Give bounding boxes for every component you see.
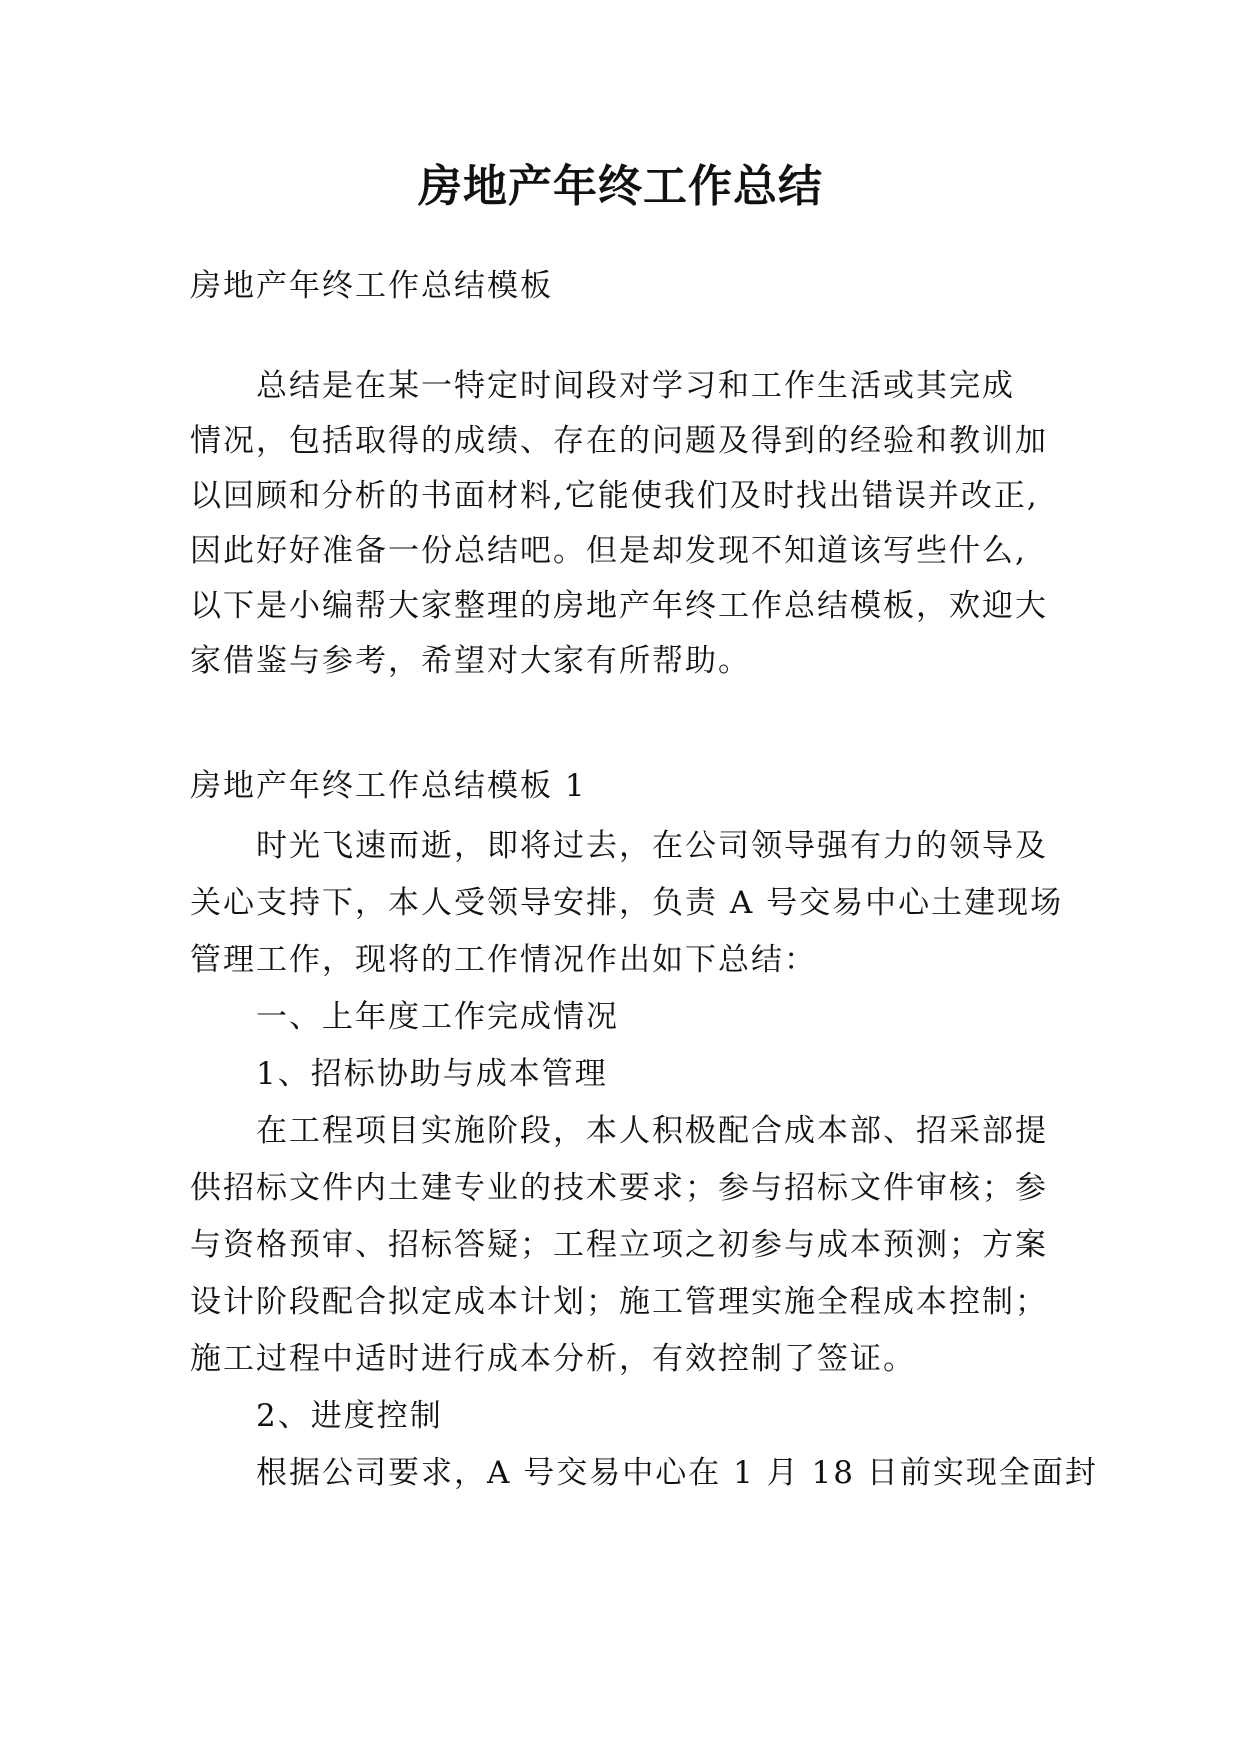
intro-line: 家借鉴与参考，希望对大家有所帮助。	[190, 643, 751, 679]
body-line: 时光飞速而逝，即将过去，在公司领导强有力的领导及	[256, 828, 1048, 864]
document-subtitle: 房地产年终工作总结模板	[190, 268, 553, 304]
intro-line: 情况，包括取得的成绩、存在的问题及得到的经验和教训加	[190, 423, 1048, 459]
body-line: 关心支持下，本人受领导安排，负责 A 号交易中心土建现场	[190, 885, 1064, 921]
body-line: 管理工作，现将的工作情况作出如下总结：	[190, 942, 817, 978]
body-line: 在工程项目实施阶段，本人积极配合成本部、招采部提	[256, 1113, 1048, 1149]
intro-line: 总结是在某一特定时间段对学习和工作生活或其完成	[256, 368, 1015, 404]
body-line: 施工过程中适时进行成本分析，有效控制了签证。	[190, 1341, 916, 1377]
intro-line: 以回顾和分析的书面材料,它能使我们及时找出错误并改正,	[190, 478, 1039, 514]
body-line: 供招标文件内土建专业的技术要求；参与招标文件审核；参	[190, 1170, 1048, 1206]
body-line: 一、上年度工作完成情况	[256, 999, 619, 1035]
page-title: 房地产年终工作总结	[418, 161, 823, 212]
section-heading: 房地产年终工作总结模板 1	[190, 768, 587, 804]
body-line: 根据公司要求，A 号交易中心在 1 月 18 日前实现全面封	[256, 1455, 1098, 1491]
body-line: 2、进度控制	[256, 1398, 443, 1434]
intro-line: 因此好好准备一份总结吧。但是却发现不知道该写些什么,	[190, 533, 1027, 569]
intro-line: 以下是小编帮大家整理的房地产年终工作总结模板，欢迎大	[190, 588, 1048, 624]
body-line: 设计阶段配合拟定成本计划；施工管理实施全程成本控制；	[190, 1284, 1048, 1320]
body-line: 与资格预审、招标答疑；工程立项之初参与成本预测；方案	[190, 1227, 1048, 1263]
body-line: 1、招标协助与成本管理	[256, 1056, 608, 1092]
